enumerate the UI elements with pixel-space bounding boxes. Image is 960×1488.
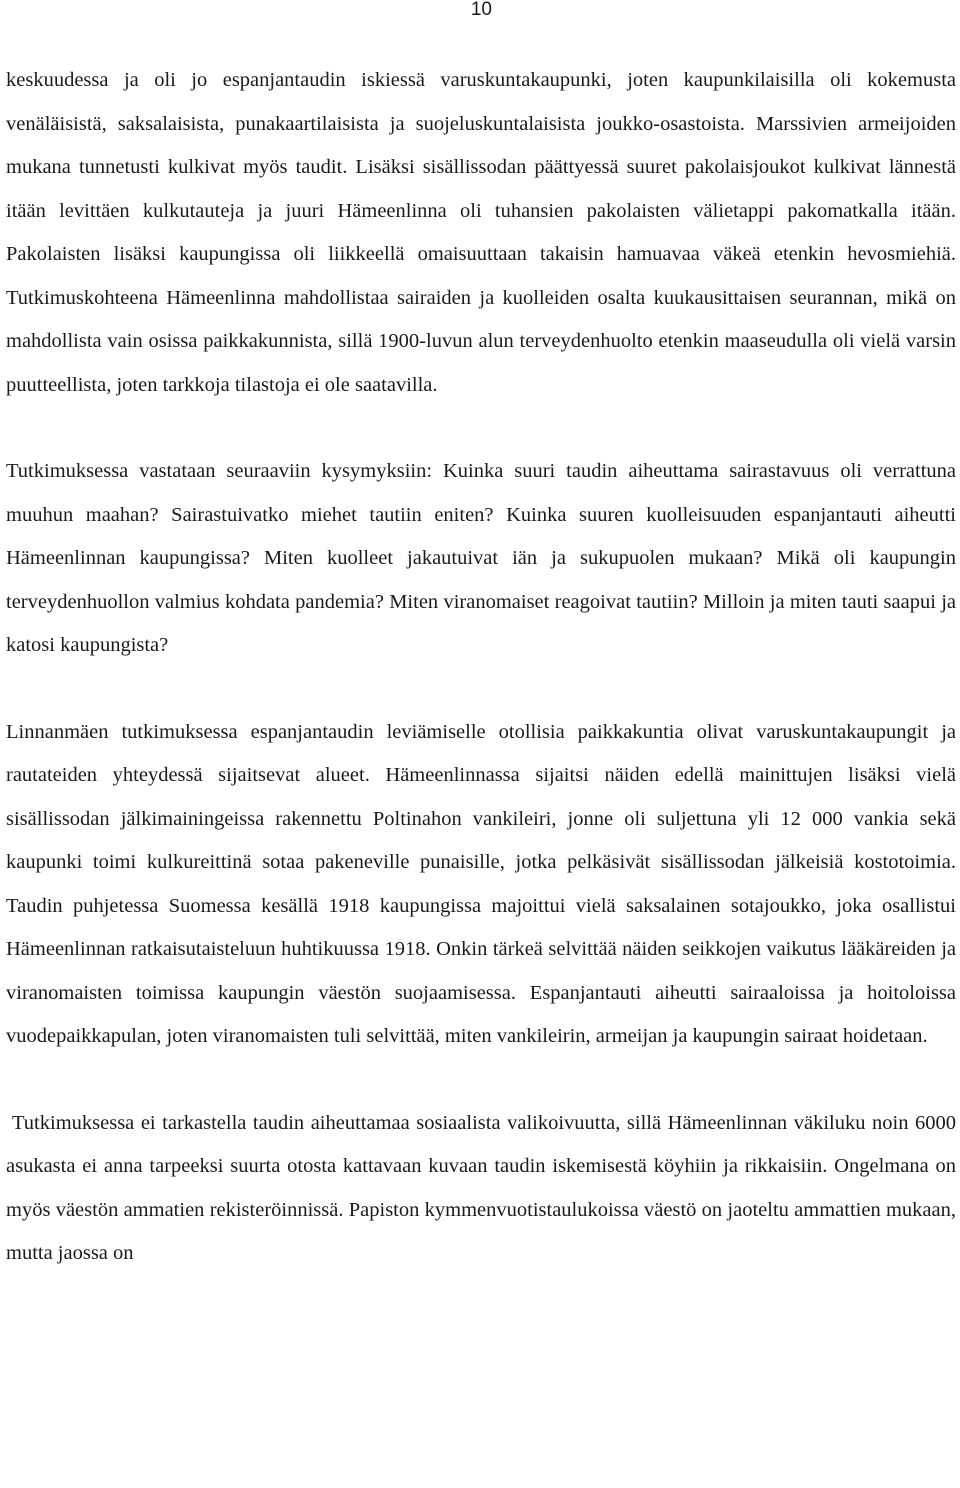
document-body: [6, 59, 956, 1276]
page-number: 10: [470, 0, 492, 20]
paragraph-1: keskuudessa ja oli jo espanjantaudin iskiessä varuskuntakaupunki, joten kaupunkilaisilla oli kokemusta venäläisistä, saksalaisista, punakaartilaisista ja suojeluskuntalaisista joukko-osastoista. Marssivien armeijoiden mukana tunnetusti kulkivat myös taudit. Lisäksi sisällissodan päättyessä suuret pakolaisjoukot kulkivat lännestä itään levittäen kulkutauteja ja juuri Hämeenlinna oli tuhansien pakolaisten välietappi pakomatkalla itään. Pakolaisten lisäksi kaupungissa oli liikkeellä omaisuuttaan takaisin hamuavaa väkeä etenkin hevosmiehiä. Tutkimuskohteena Hämeenlinna mahdollistaa sairaiden ja kuolleiden osalta kuukausittaisen seurannan, mikä on mahdollista vain osissa paikkakunnista, sillä 1900-luvun alun terveydenhuolto etenkin maaseudulla oli vielä varsin puutteellista, joten tarkkoja tilastoja ei ole saatavilla.: [6, 69, 956, 396]
paragraph-3: Linnanmäen tutkimuksessa espanjantaudin leviämiselle otollisia paikkakuntia olivat varuskuntakaupungit ja rautateiden yhteydessä sijaitsevat alueet. Hämeenlinnassa sijaitsi näiden edellä mainittujen lisäksi vielä sisällissodan jälkimainingeissa rakennettu Poltinahon vankileiri, jonne oli suljettuna yli 12 000 vankia sekä kaupunki toimi kulkureittinä sotaa pakeneville punaisille, jotka pelkäsivät sisällissodan jälkeisiä kostotoimia. Taudin puhjetessa Suomessa kesällä 1918 kaupungissa majoittui vielä saksalainen sotajoukko, joka osallistui Hämeenlinnan ratkaisutaisteluun huhtikuussa 1918. Onkin tärkeä selvittää näiden seikkojen vaikutus lääkäreiden ja viranomaisten toimissa kaupungin väestön suojaamisessa. Espanjantauti aiheutti sairaaloissa ja hoitoloissa vuodepaikkapulan, joten viranomaisten tuli selvittää, miten vankileirin, armeijan ja kaupungin sairaat hoidetaan.: [6, 720, 956, 1047]
paragraph-4-text: Tutkimuksessa ei tarkastella taudin aiheuttamaa sosiaalista valikoivuutta, sillä Hämeenlinnan väkiluku noin 6000 asukasta ei anna tarpeeksi suurta otosta kattavaan kuvaan taudin iskemisestä köyhiin ja rikkaisiin. Ongelmana on myös väestön ammatien rekisteröinnissä. Papiston kymmenvuotistaulukoissa väestö on jaoteltu ammattien mukaan, mutta jaossa on: [6, 1111, 956, 1264]
paragraph-2: Tutkimuksessa vastataan seuraaviin kysymyksiin: Kuinka suuri taudin aiheuttama sairastavuus oli verrattuna muuhun maahan? Sairastuivatko miehet tautiin eniten? Kuinka suuren kuolleisuuden espanjantauti aiheutti Hämeenlinnan kaupungissa? Miten kuolleet jakautuivat iän ja sukupuolen mukaan? Mikä oli kaupungin terveydenhuollon valmius kohdata pandemia? Miten viranomaiset reagoivat tautiin? Milloin ja miten tauti saapui ja katosi kaupungista?: [6, 460, 956, 656]
paragraph-4: [6, 1102, 956, 1276]
